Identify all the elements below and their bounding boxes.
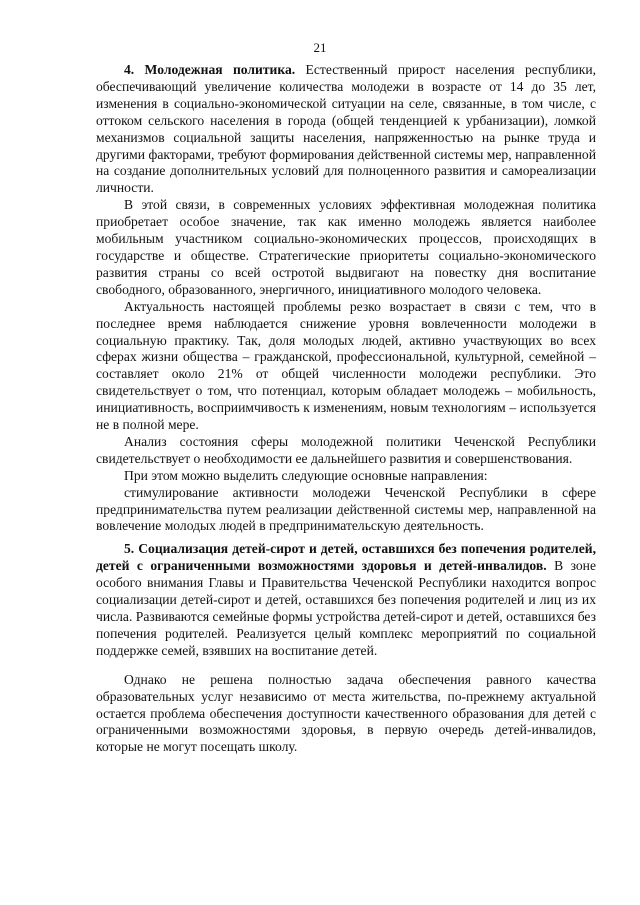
youth-policy-intro-text: Естественный прирост населения республики, обеспечивающий увеличение количества молодежи в возрасте от 14 до 35 лет, изменения в социально-экономической ситуации на селе, связанные, в том числе, с оттоком сельского населения в города (общей тенденцией к урбанизации), ломкой механизмов социальной защиты населения, напряженностью на рынке труда и другими факторами, требуют формирования действенной системы мер, направленной на создание дополнительных условий для полноценного развития и самореализации личности. — [96, 62, 596, 196]
orphans-heading: 5. Социализация детей-сирот и детей, оставшихся без попечения родителей, детей с ограниченными возможностями здоровья и детей-инвалидов. — [96, 541, 596, 574]
youth-policy-paragraph-3: Актуальность настоящей проблемы резко возрастает в связи с тем, что в последнее время наблюдается снижение уровня вовлеченности молодежи в социальную практику. Так, доля молодых людей, активно участвующих во всех сферах жизни общества – гражданской, профессиональной, культурной, семейной – составляет около 21% от общей численности молодежи республики. Это свидетельствует о том, что потенциал, которым обладает молодежь – мобильность, инициативность, восприимчивость к изменениям, новым технологиям – используется не в полной мере. — [96, 298, 596, 433]
youth-policy-paragraph-4: Анализ состояния сферы молодежной политики Чеченской Республики свидетельствует о необходимости ее дальнейшего развития и совершенствования. — [96, 433, 596, 466]
orphans-intro-text: В зоне особого внимания Главы и Правительства Чеченской Республики находится вопрос социализации детей-сирот и детей, оставшихся без попечения родителей и лиц из их числа. Развиваются семейные формы устройства детей-сирот и детей, оставшихся без попечения родителей. Реализуется целый комплекс мероприятий по социальной поддержке семей, взявших на воспитание детей. — [96, 558, 596, 658]
orphans-intro-paragraph — [96, 541, 596, 659]
youth-policy-intro-paragraph — [96, 62, 596, 197]
youth-policy-paragraph-2: В этой связи, в современных условиях эффективная молодежная политика приобретает особое значение, так как именно молодежь является наиболее мобильным участником социально-экономических процессов, происходящих в государстве и обществе. Стратегические приоритеты социально-экономического развития страны со всей остротой выдвигают на повестку дня воспитание свободного, образованного, энергичного, инициативного молодого человека. — [96, 197, 596, 297]
page-number: 21 — [313, 40, 327, 55]
youth-policy-heading: 4. Молодежная политика. — [124, 62, 296, 77]
youth-policy-paragraph-6: стимулирование активности молодежи Чеченской Республики в сфере предпринимательства путем реализации действенной системы мер, направленной на вовлечение молодых людей в предпринимательскую деятельность. — [96, 484, 596, 534]
youth-policy-paragraph-5: При этом можно выделить следующие основные направления: — [124, 467, 488, 483]
page-body — [96, 62, 596, 756]
orphans-paragraph-2: Однако не решена полностью задача обеспечения равного качества образовательных услуг независимо от места жительства, по-прежнему актуальной остается проблема обеспечения доступности качественного образования для детей с ограниченными возможностями здоровья, в первую очередь детей-инвалидов, которые не могут посещать школу. — [96, 671, 596, 755]
